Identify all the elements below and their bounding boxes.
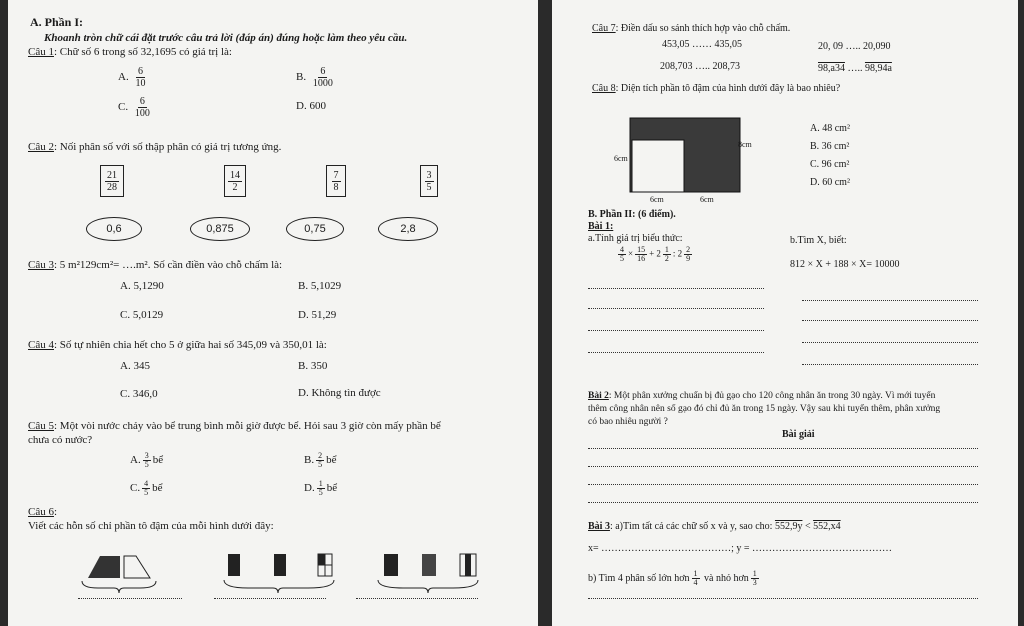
bai1-answer-line[interactable] [802, 300, 978, 301]
bai1-equation: 812 × X + 188 × X= 10000 [790, 259, 900, 270]
q8-option-b[interactable]: B. 36 cm² [810, 141, 850, 152]
bai1-b: b.Tìm X, biết: [790, 235, 847, 246]
left-page [8, 0, 538, 626]
q1-option-b[interactable]: B. $\frac{6}{1000}$ [296, 66, 333, 89]
q6-square-part [318, 554, 325, 565]
q2-text: Câu 2: Nối phân số với số thập phân có giá trị tương ứng. [28, 141, 282, 153]
q6-text: Viết các hỗn số chỉ phần tô đậm của mỗi hình dưới đây: [28, 520, 274, 532]
q4-option-c[interactable]: C. 346,0 [120, 388, 158, 400]
right-page [552, 0, 1018, 626]
q2-decimal-oval[interactable]: 2,8 [378, 217, 438, 241]
q6-square [228, 554, 240, 576]
bai2-answer-line[interactable] [588, 484, 978, 485]
q8-option-a[interactable]: A. 48 cm² [810, 123, 850, 134]
q7-row1b: 20, 09 ….. 20,090 [818, 41, 891, 52]
q1-option-a[interactable]: A. $\frac{6}{10}$ [118, 66, 146, 89]
q7-row1a: 453,05 …… 435,05 [662, 39, 742, 50]
bai2-answer-line[interactable] [588, 502, 978, 503]
q3-option-d[interactable]: D. 51,29 [298, 309, 337, 321]
q5-option-c[interactable]: C. $\frac{4}{5}$ bể [130, 479, 163, 497]
q8-option-c[interactable]: C. 96 cm² [810, 159, 850, 170]
q6-brace [378, 580, 478, 593]
q8-dim-bottom-right: 6cm [700, 195, 714, 204]
bai3-xy-line[interactable]: x= …………………………………; y = …………………………………… [588, 543, 893, 554]
q6-figures [78, 548, 498, 608]
bai1-answer-line[interactable] [588, 308, 764, 309]
q6-answer-line[interactable] [356, 598, 478, 599]
q8-white-square [632, 140, 684, 192]
bai1-expression: $\frac{4}{5}$ × $\frac{15}{16}$ + 2 $\frac{1}{2}$ : 2 $\frac{2}{9}$ [620, 245, 691, 263]
q6-answer-line[interactable] [78, 598, 182, 599]
q2-decimal-oval[interactable]: 0,875 [190, 217, 250, 241]
q6-square [274, 554, 286, 576]
q1-text: Câu 1: Chữ số 6 trong số 32,1695 có giá trị là: [28, 46, 232, 58]
q6-brace [82, 581, 156, 593]
q6-trapezoid [124, 556, 150, 578]
q4-text: Câu 4: Số tự nhiên chia hết cho 5 ở giữa hai số 345,09 và 350,01 là: [28, 339, 327, 351]
q2-decimal-oval[interactable]: 0,75 [286, 217, 344, 241]
bai2-answer-line[interactable] [588, 466, 978, 467]
part-title: A. Phần I: [30, 15, 84, 29]
q2-decimal-oval[interactable]: 0,6 [86, 217, 142, 241]
q7-text: Câu 7: Điền dấu so sánh thích hợp vào chỗ chấm. [592, 23, 791, 34]
q6-trapezoid-shaded [88, 556, 120, 578]
q2-fraction-box[interactable]: $\frac{3}{5}$ [420, 165, 438, 197]
q3-option-a[interactable]: A. 5,1290 [120, 280, 164, 292]
q5-text-2: chưa có nước? [28, 434, 93, 446]
q8-dim-bottom-left: 6cm [650, 195, 664, 204]
q8-option-d[interactable]: D. 60 cm² [810, 177, 850, 188]
instruction: Khoanh tròn chữ cái đặt trước câu trả lời (đáp án) đúng hoặc làm theo yêu cầu. [44, 32, 408, 44]
q4-option-a[interactable]: A. 345 [120, 360, 150, 372]
q4-option-b[interactable]: B. 350 [298, 360, 328, 372]
part2-title: B. Phần II: (6 điểm). [588, 209, 676, 220]
q8-text: Câu 8: Diện tích phần tô đậm của hình dưới đây là bao nhiêu? [592, 83, 841, 94]
q6-label: Câu 6: [28, 506, 58, 518]
bai2-text: Bài 2: Một phân xưởng chuẩn bị đủ gạo cho 120 công nhân ăn trong 30 ngày. Vì mới tuyển [588, 391, 936, 401]
bai1-a: a.Tính giá trị biểu thức: [588, 233, 683, 244]
q8-figure [608, 112, 758, 212]
q6-answer-line[interactable] [214, 598, 326, 599]
q7-row2b: 98,a34 ….. 98,94a [818, 63, 892, 74]
q3-option-b[interactable]: B. 5,1029 [298, 280, 342, 292]
q8-dim-left: 6cm [614, 154, 628, 163]
bai1-answer-line[interactable] [588, 288, 764, 289]
bai1-answer-line[interactable] [588, 330, 764, 331]
q5-option-d[interactable]: D. $\frac{1}{5}$ bể [304, 479, 338, 497]
bai1-answer-line[interactable] [802, 364, 978, 365]
bai3-answer-line[interactable] [588, 598, 978, 599]
q3-option-c[interactable]: C. 5,0129 [120, 309, 164, 321]
q6-brace [224, 580, 334, 593]
q5-option-b[interactable]: B. $\frac{2}{5}$ bể [304, 451, 337, 469]
q3-text: Câu 3: 5 m²129cm²= ….m². Số cần điền vào chỗ chấm là: [28, 259, 283, 271]
bai1-answer-line[interactable] [802, 320, 978, 321]
q6-square [422, 554, 436, 576]
q5-option-a[interactable]: A. $\frac{3}{5}$ bể [130, 451, 164, 469]
q1-option-c[interactable]: C. $\frac{6}{100}$ [118, 96, 150, 119]
bai1-answer-line[interactable] [588, 352, 764, 353]
q5-text: Câu 5: Một vòi nước chảy vào bể trung bình mỗi giờ được bể. Hỏi sau 3 giờ còn mấy phần bể [28, 420, 441, 432]
bai2-text-3: có bao nhiêu người ? [588, 417, 668, 427]
q2-fraction-box[interactable]: $\frac{21}{28}$ [100, 165, 124, 197]
bai3-b-text: b) Tìm 4 phân số lớn hơn $\frac{1}{4}$ và nhỏ hơn $\frac{1}{3}$ [588, 569, 757, 587]
q8-dim-right: 8cm [738, 140, 752, 149]
q4-option-d[interactable]: D. Không tìn được [298, 387, 381, 399]
bai1-label: Bài 1: [588, 221, 614, 232]
q6-square [384, 554, 398, 576]
q1-option-d[interactable]: D. 600 [296, 100, 326, 112]
bai2-answer-line[interactable] [588, 448, 978, 449]
q2-fraction-box[interactable]: $\frac{7}{8}$ [326, 165, 346, 197]
bai1-answer-line[interactable] [802, 342, 978, 343]
q2-fraction-box[interactable]: $\frac{14}{2}$ [224, 165, 246, 197]
bai3-text: Bài 3: a)Tìm tất cả các chữ số x và y, sao cho: 552,9y < 552,x4 [588, 521, 841, 532]
bai2-text-2: thêm công nhân nên số gạo đó chỉ đủ ăn trong 15 ngày. Vậy sau khi tuyển thêm, phân xưởng [588, 404, 941, 414]
bai2-solution-title: Bài giải [782, 429, 815, 440]
q7-row2a: 208,703 ….. 208,73 [660, 61, 740, 72]
